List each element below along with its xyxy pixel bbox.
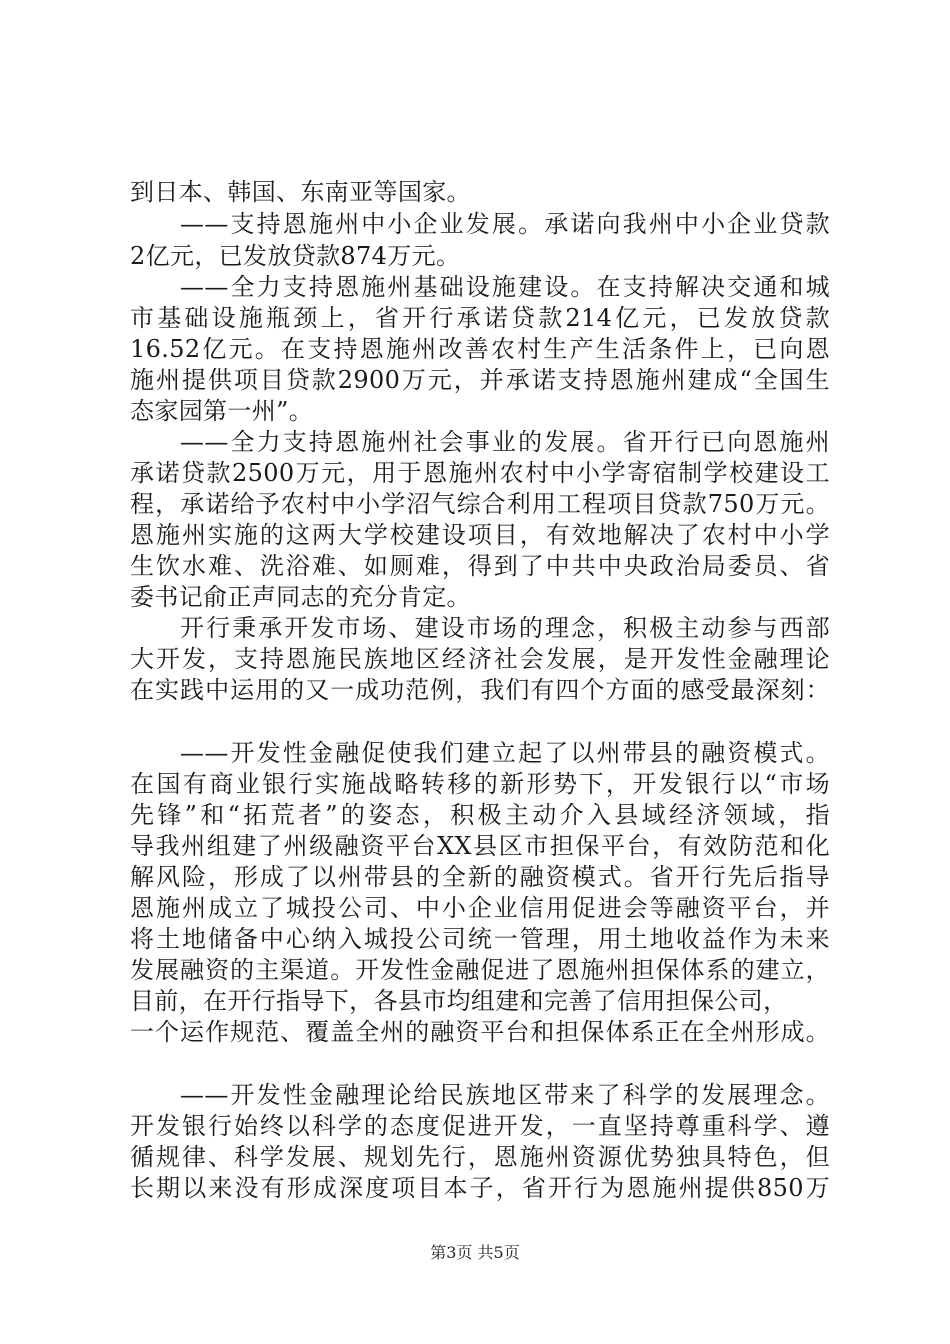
text-line: 市基础设施瓶颈上，省开行承诺贷款214亿元，已发放贷款 (130, 304, 830, 332)
text-line: ——开发性金融促使我们建立起了以州带县的融资模式。 (180, 739, 830, 767)
text-line: 目前，在开行指导下，各县市均组建和完善了信用担保公司， (130, 987, 788, 1015)
text-line: 解风险，形成了以州带县的全新的融资模式。省开行先后指导 (130, 863, 830, 891)
text-line: 到日本、韩国、东南亚等国家。 (130, 178, 471, 206)
text-line: 在国有商业银行实施战略转移的新形势下，开发银行以“市场 (130, 770, 830, 798)
text-line: 长期以来没有形成深度项目本子，省开行为恩施州提供850万 (130, 1174, 830, 1202)
text-line: 导我州组建了州级融资平台XX县区市担保平台，有效防范和化 (130, 832, 830, 860)
text-line: 恩施州成立了城投公司、中小企业信用促进会等融资平台，并 (130, 894, 830, 922)
text-line: 将土地储备中心纳入城投公司统一管理，用土地收益作为未来 (130, 925, 830, 953)
text-line: 一个运作规范、覆盖全州的融资平台和担保体系正在全州形成。 (130, 1018, 830, 1046)
text-line: 先锋”和“拓荒者”的姿态，积极主动介入县域经济领域，指 (130, 801, 830, 829)
text-line: 大开发，支持恩施民族地区经济社会发展，是开发性金融理论 (130, 645, 830, 673)
text-line: ——全力支持恩施州基础设施建设。在支持解决交通和城 (180, 273, 830, 301)
text-line: 施州提供项目贷款2900万元，并承诺支持恩施州建成“全国生 (130, 366, 830, 394)
text-line: 生饮水难、洗浴难、如厕难，得到了中共中央政治局委员、省 (130, 552, 830, 580)
text-line: 程，承诺给予农村中小学沼气综合利用工程项目贷款750万元。 (130, 490, 830, 518)
text-line: 发展融资的主渠道。开发性金融促进了恩施州担保体系的建立， (130, 956, 830, 984)
text-line: 委书记俞正声同志的充分肯定。 (130, 583, 471, 611)
text-line: 承诺贷款2500万元，用于恩施州农村中小学寄宿制学校建设工 (130, 459, 830, 487)
text-line: 恩施州实施的这两大学校建设项目，有效地解决了农村中小学 (130, 521, 830, 549)
text-line: ——支持恩施州中小企业发展。承诺向我州中小企业贷款 (180, 210, 830, 238)
text-line: ——全力支持恩施州社会事业的发展。省开行已向恩施州 (180, 428, 830, 456)
page-footer: 第3页 共5页 (430, 1243, 520, 1262)
text-line: ——开发性金融理论给民族地区带来了科学的发展理念。 (180, 1081, 830, 1109)
text-line: 2亿元，已发放贷款874万元。 (130, 242, 461, 270)
text-line: 在实践中运用的又一成功范例，我们有四个方面的感受最深刻： (130, 676, 830, 704)
text-line: 循规律、科学发展、规划先行，恩施州资源优势独具特色，但 (130, 1143, 830, 1171)
text-line: 开发银行始终以科学的态度促进开发，一直坚持尊重科学、遵 (130, 1112, 830, 1140)
text-line: 开行秉承开发市场、建设市场的理念，积极主动参与西部 (180, 614, 830, 642)
text-line: 16.52亿元。在支持恩施州改善农村生产生活条件上，已向恩 (130, 335, 830, 363)
text-line: 态家园第一州”。 (130, 397, 314, 425)
